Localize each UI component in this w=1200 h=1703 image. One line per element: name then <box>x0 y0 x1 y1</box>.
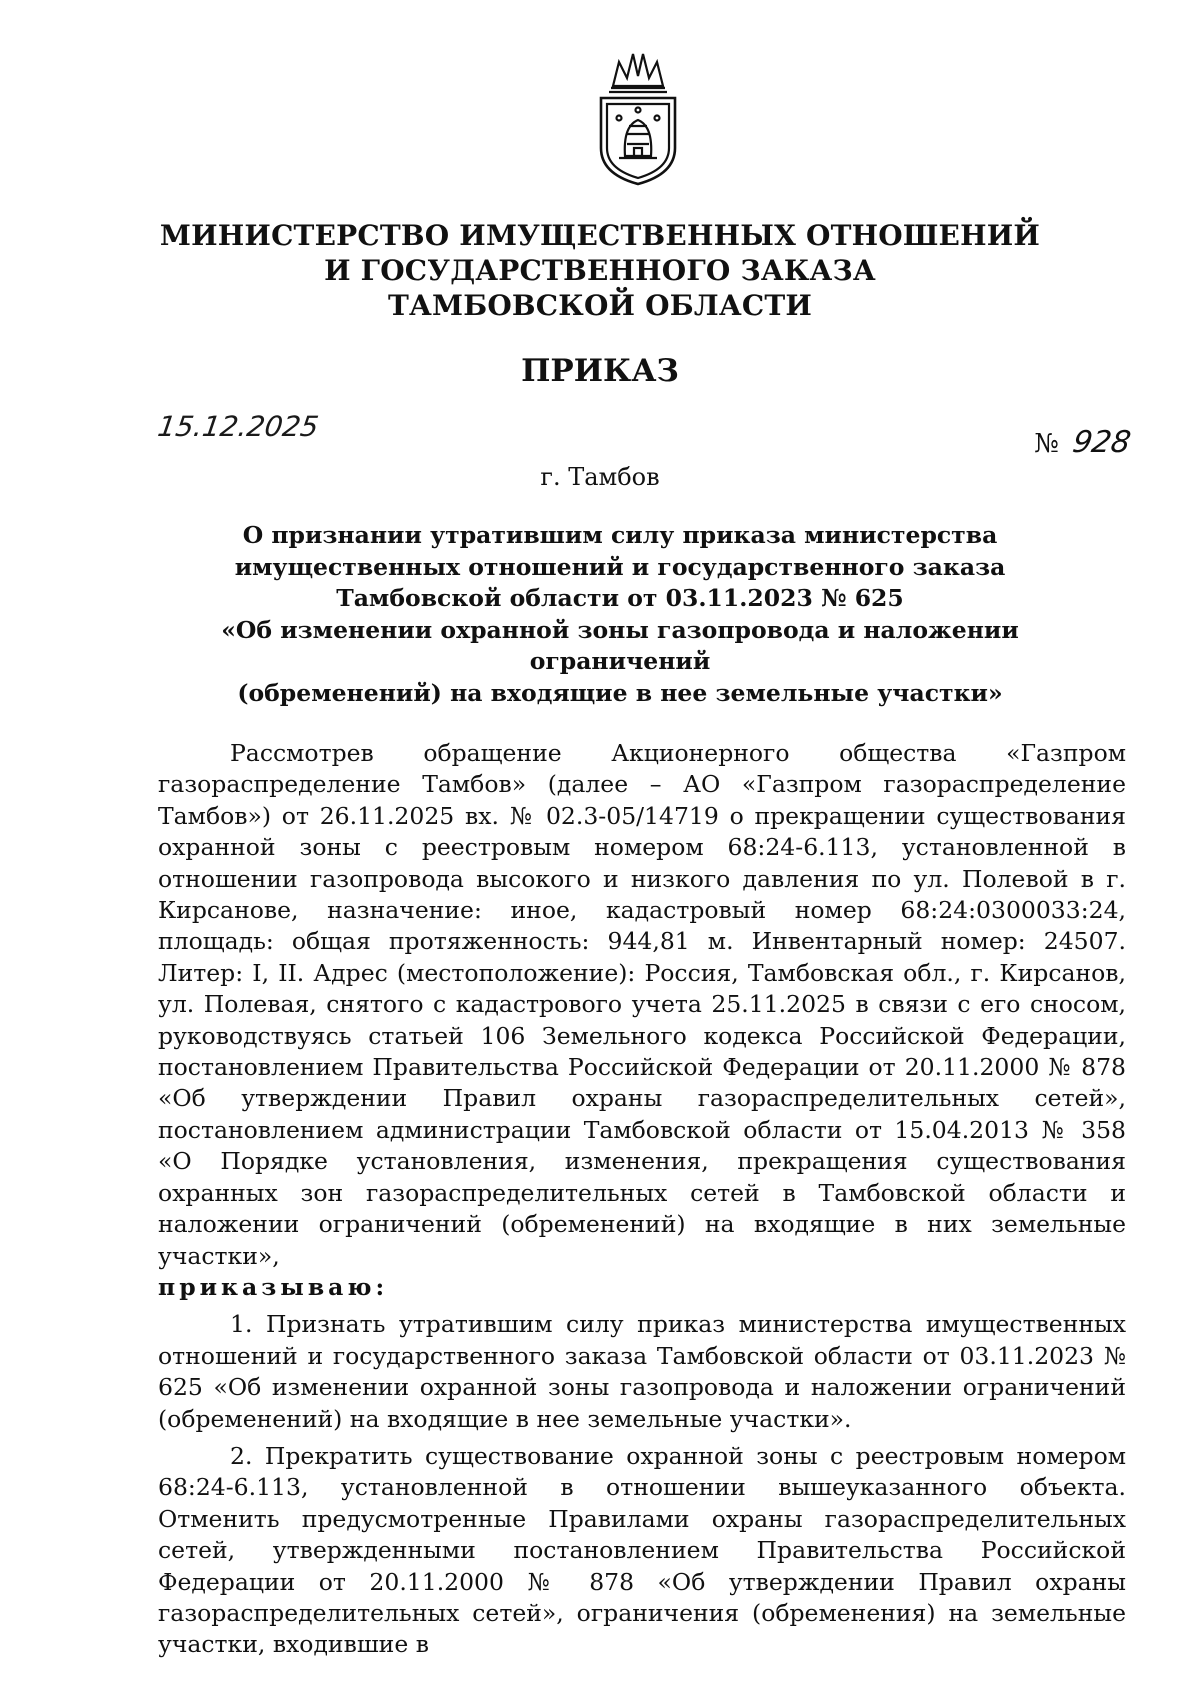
preamble-paragraph <box>158 738 1126 1303</box>
ministry-header <box>150 218 1050 323</box>
subject-line-3: Тамбовской области от 03.11.2023 № 625 <box>336 584 904 612</box>
document-body <box>158 738 1126 1661</box>
number-label: № <box>1034 429 1059 459</box>
subject-line-4: «Об изменении охранной зоны газопровода и наложении ограничений <box>221 615 1019 675</box>
header-line-1: МИНИСТЕРСТВО ИМУЩЕСТВЕННЫХ ОТНОШЕНИЙ <box>159 219 1041 252</box>
subject-line-1: О признании утратившим силу приказа министерства <box>242 521 998 549</box>
item-1-paragraph: 1. Признать утратившим силу приказ министерства имущественных отношений и государственного заказа Тамбовской области от 03.11.2023 № 625 «Об изменении охранной зоны газопровода и наложении ограничений (обременений) на входящие в нее земельные участки». <box>158 1310 1126 1433</box>
header-line-2: И ГОСУДАРСТВЕННОГО ЗАКАЗА <box>324 254 876 287</box>
order-subject <box>160 520 1080 709</box>
item-2-paragraph: 2. Прекратить существование охранной зоны с реестровым номером 68:24-6.113, установленной в отношении вышеуказанного объекта. Отменить предусмотренные Правилами охраны газораспределительных сетей, утвержденными постановлением Правительства Российской Федерации от 20.11.2000 № 878 «Об утверждении Правил охраны газораспределительных сетей», ограничения (обременения) на земельные участки, входившие в <box>158 1441 1126 1659</box>
header-line-3: ТАМБОВСКОЙ ОБЛАСТИ <box>387 289 813 322</box>
order-number <box>910 425 1134 460</box>
preamble-text: Рассмотрев обращение Акционерного общества «Газпром газораспределение Тамбов» (далее – АО «Газпром газораспределение Тамбов») от 26.11.2025 вх. № 02.3-05/14719 о прекращении существования охранной зоны с реестровым номером 68:24-6.113, установленной в отношении газопровода высокого и низкого давления по ул. Полевой в г. Кирсанове, назначение: иное, кадастровый номер 68:24:0300033:24, площадь: общая протяженность: 944,81 м. Инвентарный номер: 24507. Литер: I, II. Адрес (местоположение): Россия, Тамбовская обл., г. Кирсанов, ул. Полевая, снятого с кадастрового учета 25.11.2025 в связи с его сносом, руководствуясь статьей 106 Земельного кодекса Российской Федерации, постановлением Правительства Российской Федерации от 20.11.2000 № 878 «Об утверждении Правил охраны газораспределительных сетей», постановлением администрации Тамбовской области от 15.04.2013 № 358 «О Порядке установления, изменения, прекращения существования охранных зон газораспределительных сетей в Тамбовской области и наложении ограничений (обременений) на входящие в них земельные участки», <box>158 739 1126 1270</box>
order-word: приказываю: <box>158 1272 389 1301</box>
subject-line-5: (обременений) на входящие в нее земельные участки» <box>237 678 1003 707</box>
handwritten-number: 928 <box>1069 425 1134 460</box>
order-title: ПРИКАЗ <box>521 353 679 389</box>
handwritten-date: 15.12.2025 <box>155 410 321 443</box>
coat-of-arms-icon <box>583 48 693 188</box>
subject-line-2: имущественных отношений и государственного заказа <box>234 552 1006 581</box>
city: г. Тамбов <box>540 463 660 491</box>
